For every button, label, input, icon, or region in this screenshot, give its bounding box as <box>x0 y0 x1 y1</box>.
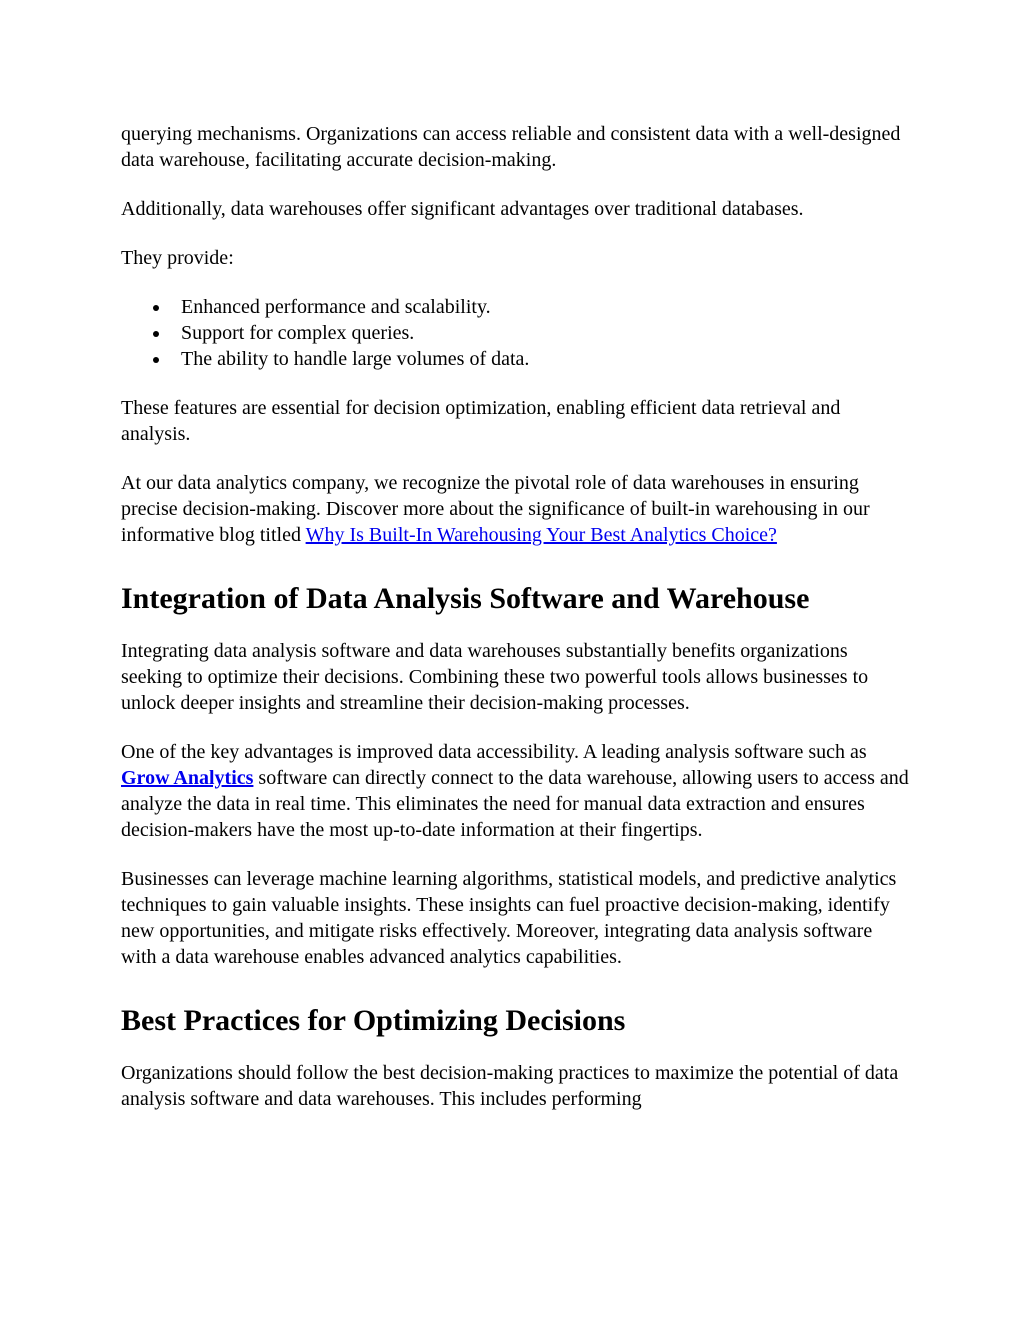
section-heading-best-practices: Best Practices for Optimizing Decisions <box>121 1004 626 1037</box>
paragraph-machine-learning: Businesses can leverage machine learning algorithms, statistical models, and predictive analytics techniques to gain valuable insights. These insights can fuel proactive decision-making, identify new opportunities, and mitigate risks effectively. Moreover, integrating data analysis software with a data warehouse enables advanced analytics capabilities. <box>121 868 897 968</box>
blog-link[interactable]: Why Is Built-In Warehousing Your Best Analytics Choice? <box>305 524 777 546</box>
grow-analytics-link[interactable]: Grow Analytics <box>121 767 254 789</box>
paragraph-analytics-company-text: At our data analytics company, we recognize the pivotal role of data warehouses in ensuring precise decision-making. Discover more about the significance of built-in warehousing in our informative blog titled <box>121 472 870 546</box>
document-page <box>121 121 911 1135</box>
paragraph-analytics-company <box>121 470 911 548</box>
list-item: Enhanced performance and scalability. <box>181 294 911 320</box>
paragraph-querying-mechanisms: querying mechanisms. Organizations can access reliable and consistent data with a well-designed data warehouse, facilitating accurate decision-making. <box>121 123 901 171</box>
list-item: Support for complex queries. <box>181 320 911 346</box>
paragraph-integrating: Integrating data analysis software and data warehouses substantially benefits organizations seeking to optimize their decisions. Combining these two powerful tools allows businesses to unlock deeper insights and streamline their decision-making processes. <box>121 640 869 714</box>
paragraph-advantages: Additionally, data warehouses offer significant advantages over traditional databases. <box>121 198 804 220</box>
paragraph-decision-optimization: These features are essential for decision optimization, enabling efficient data retrieval and analysis. <box>121 397 841 445</box>
section-heading-integration: Integration of Data Analysis Software and Warehouse <box>121 582 810 615</box>
paragraph-key-advantages-before: One of the key advantages is improved data accessibility. A leading analysis software such as <box>121 741 867 763</box>
paragraph-best-practices: Organizations should follow the best decision-making practices to maximize the potential of data analysis software and data warehouses. This includes performing <box>121 1062 899 1110</box>
list-item: The ability to handle large volumes of data. <box>181 346 911 372</box>
benefits-list <box>121 294 911 372</box>
paragraph-key-advantages <box>121 739 911 843</box>
paragraph-they-provide: They provide: <box>121 247 234 269</box>
paragraph-key-advantages-after: software can directly connect to the data warehouse, allowing users to access and analyze the data in real time. This eliminates the need for manual data extraction and ensures decision-makers have the most up-to-date information at their fingertips. <box>121 767 909 841</box>
